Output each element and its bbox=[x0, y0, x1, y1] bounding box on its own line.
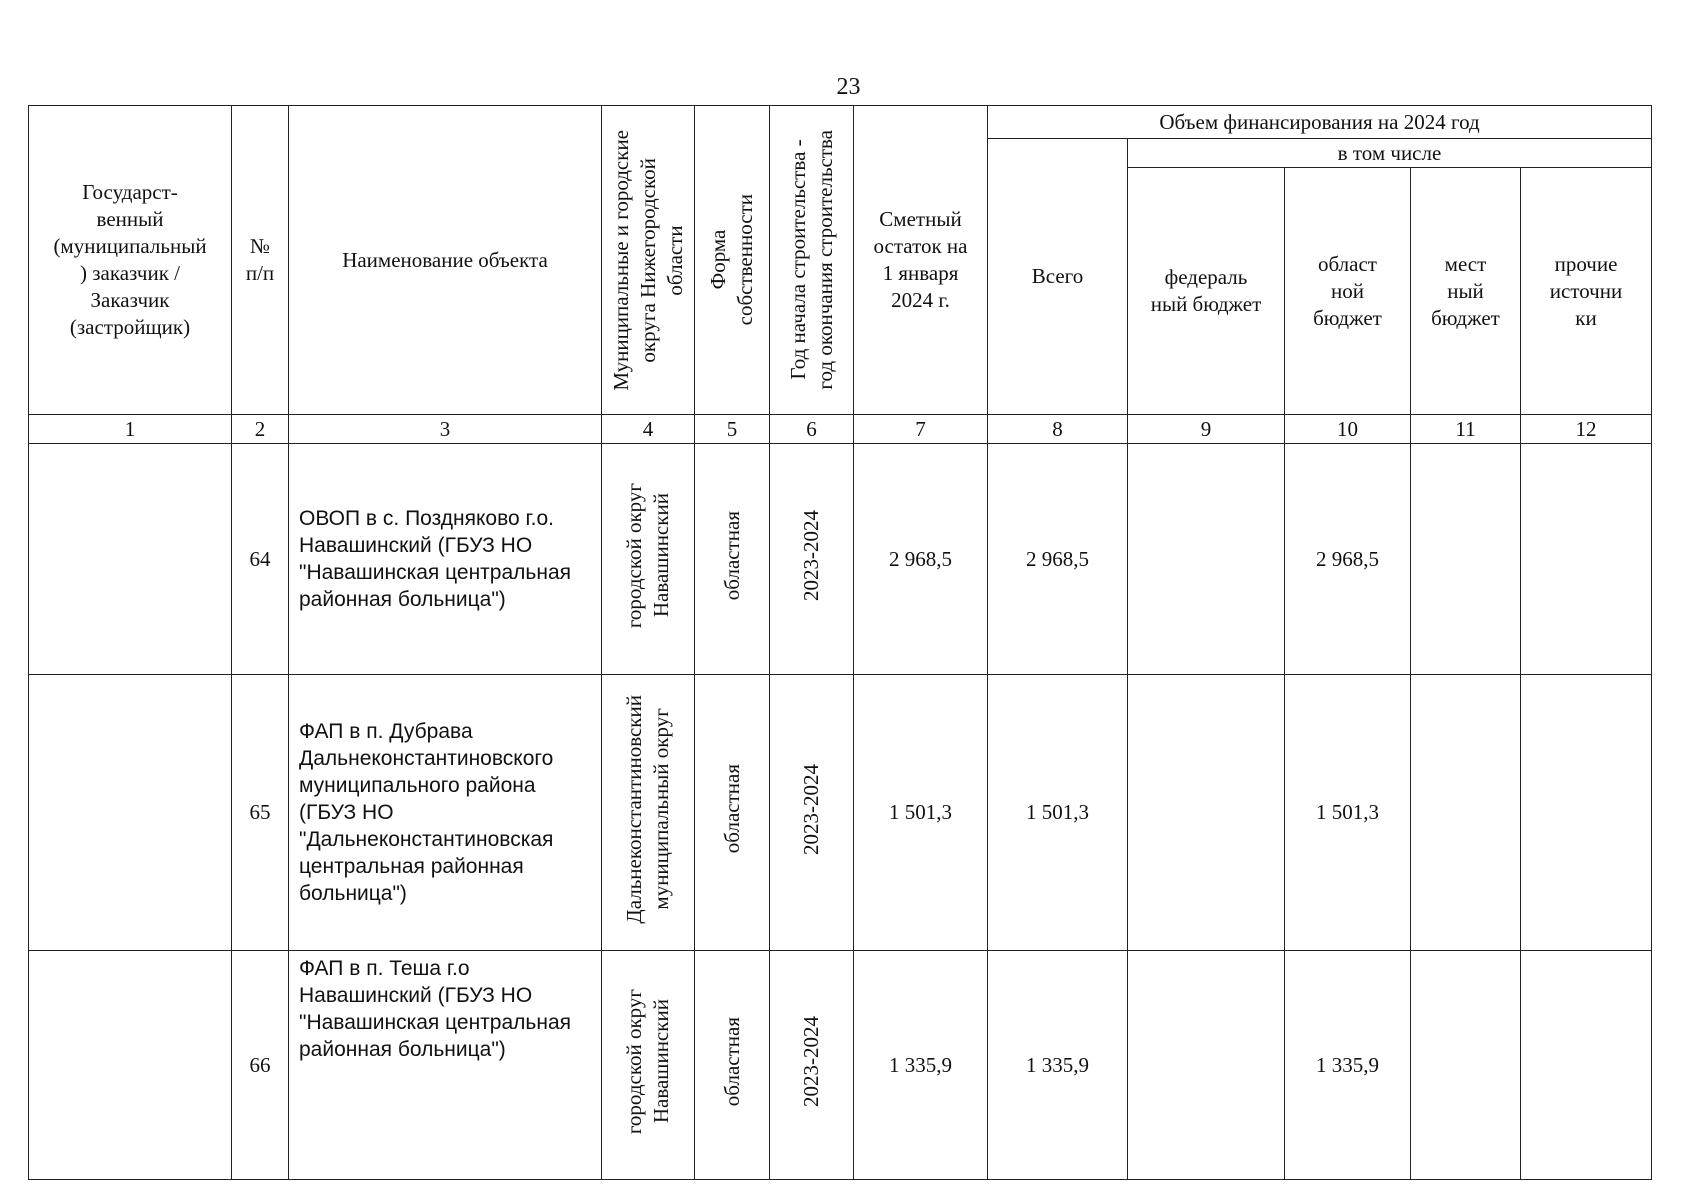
other-cell bbox=[1521, 951, 1652, 1180]
ownership-cell: областная bbox=[695, 675, 770, 951]
total-cell: 2 968,5 bbox=[988, 444, 1128, 675]
header-total: Всего bbox=[988, 139, 1128, 415]
federal-cell bbox=[1128, 675, 1285, 951]
federal-cell bbox=[1128, 951, 1285, 1180]
table-row bbox=[29, 951, 1652, 1180]
column-number: 9 bbox=[1128, 415, 1285, 444]
years-cell: 2023-2024 bbox=[770, 675, 854, 951]
header-estimate-balance: Сметный остаток на 1 января 2024 г. bbox=[854, 106, 988, 415]
total-cell: 1 335,9 bbox=[988, 951, 1128, 1180]
other-cell bbox=[1521, 675, 1652, 951]
object-name: ФАП в п. Теша г.о Навашинский (ГБУЗ НО "Навашинская центральная районная больница") bbox=[289, 951, 602, 1180]
table-row bbox=[29, 444, 1652, 675]
header-other-sources: прочие источни ки bbox=[1521, 168, 1652, 415]
balance-cell: 1 335,9 bbox=[854, 951, 988, 1180]
ownership-cell: областная bbox=[695, 444, 770, 675]
local-cell bbox=[1411, 444, 1521, 675]
row-number: 64 bbox=[232, 444, 289, 675]
years-cell: 2023-2024 bbox=[770, 444, 854, 675]
column-number: 7 bbox=[854, 415, 988, 444]
column-number: 11 bbox=[1411, 415, 1521, 444]
row-number: 65 bbox=[232, 675, 289, 951]
federal-cell bbox=[1128, 444, 1285, 675]
column-number: 4 bbox=[602, 415, 695, 444]
total-cell: 1 501,3 bbox=[988, 675, 1128, 951]
financing-table bbox=[28, 105, 1652, 1180]
header-financing-title: Объем финансирования на 2024 год bbox=[988, 106, 1652, 139]
balance-cell: 1 501,3 bbox=[854, 675, 988, 951]
column-number: 3 bbox=[289, 415, 602, 444]
column-number: 10 bbox=[1285, 415, 1411, 444]
local-cell bbox=[1411, 675, 1521, 951]
district-cell: городской округ Навашинский bbox=[602, 444, 695, 675]
header-object-name: Наименование объекта bbox=[289, 106, 602, 415]
balance-cell: 2 968,5 bbox=[854, 444, 988, 675]
regional-cell: 1 335,9 bbox=[1285, 951, 1411, 1180]
header-ownership: Форма собственности bbox=[695, 106, 770, 415]
column-number: 8 bbox=[988, 415, 1128, 444]
customer-cell bbox=[29, 444, 232, 675]
header-federal-budget: федераль ный бюджет bbox=[1128, 168, 1285, 415]
column-number: 5 bbox=[695, 415, 770, 444]
local-cell bbox=[1411, 951, 1521, 1180]
header-years: Год начала строительства - год окончания строительства bbox=[770, 106, 854, 415]
column-number: 2 bbox=[232, 415, 289, 444]
column-numbers-row bbox=[29, 415, 1652, 444]
table-row bbox=[29, 675, 1652, 951]
column-number: 12 bbox=[1521, 415, 1652, 444]
column-number: 1 bbox=[29, 415, 232, 444]
header-number: № п/п bbox=[232, 106, 289, 415]
regional-cell: 1 501,3 bbox=[1285, 675, 1411, 951]
customer-cell bbox=[29, 951, 232, 1180]
years-cell: 2023-2024 bbox=[770, 951, 854, 1180]
header-customer: Государст- венный (муниципальный ) заказчик / Заказчик (застройщик) bbox=[29, 106, 232, 415]
district-cell: городской округ Навашинский bbox=[602, 951, 695, 1180]
column-number: 6 bbox=[770, 415, 854, 444]
other-cell bbox=[1521, 444, 1652, 675]
object-name: ФАП в п. Дубрава Дальнеконстантиновского муниципального района (ГБУЗ НО "Дальнеконстантиновская центральная районная больница") bbox=[289, 675, 602, 951]
header-local-budget: мест ный бюджет bbox=[1411, 168, 1521, 415]
header-district: Муниципальные и городские округа Нижегородской области bbox=[602, 106, 695, 415]
header-regional-budget: област ной бюджет bbox=[1285, 168, 1411, 415]
row-number: 66 bbox=[232, 951, 289, 1180]
regional-cell: 2 968,5 bbox=[1285, 444, 1411, 675]
customer-cell bbox=[29, 675, 232, 951]
object-name: ОВОП в с. Поздняково г.о. Навашинский (ГБУЗ НО "Навашинская центральная районная больница") bbox=[289, 444, 602, 675]
page-number: 23 bbox=[836, 74, 861, 100]
header-including: в том числе bbox=[1128, 139, 1652, 168]
ownership-cell: областная bbox=[695, 951, 770, 1180]
district-cell: Дальнеконстантиновский муниципальный округ bbox=[602, 675, 695, 951]
